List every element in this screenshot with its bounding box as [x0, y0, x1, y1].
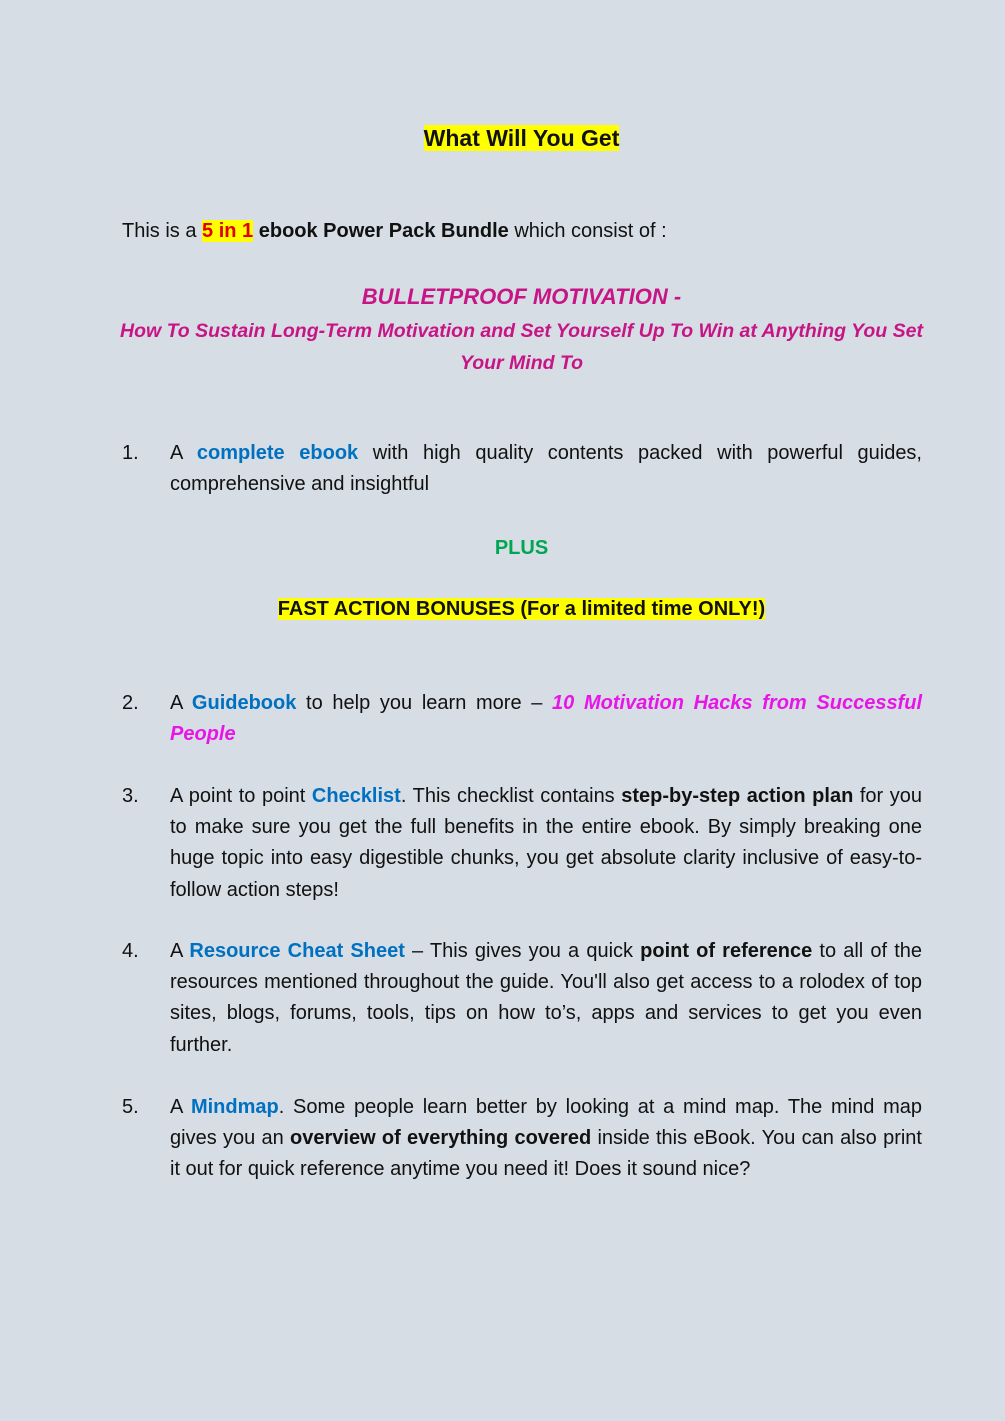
list-item-4	[122, 936, 922, 1061]
item-highlight: Guidebook	[191, 692, 297, 714]
plus-label: PLUS	[494, 537, 549, 559]
list-item-number: 1.	[122, 442, 139, 464]
list-item-text	[170, 438, 922, 500]
list-item-number: 3.	[122, 785, 139, 807]
item-lead: A point to point	[170, 785, 312, 807]
list-item-number: 4.	[122, 940, 139, 962]
item-rest: – This gives you a quick	[404, 940, 641, 962]
list-item-text	[170, 936, 922, 1061]
item-lead: A	[170, 1096, 191, 1118]
intro-prefix: This is a	[122, 220, 203, 242]
item-highlight: complete ebook	[196, 442, 359, 464]
item-lead: A	[170, 442, 197, 464]
item-rest2: for you to make sure you get the full benefits in the entire ebook. By simply breaking one huge topic into easy digestible chunks, you get absolute clarity inclusive of easy-to-follow action steps!	[170, 785, 923, 901]
item-lead: A	[170, 940, 190, 962]
item-rest: . Some people learn better by looking at a mind map. The mind map gives you an	[170, 1096, 922, 1150]
bundle-name: ebook Power Pack Bundle	[253, 220, 509, 242]
item-rest2: inside this eBook. You can also print it out for quick reference anytime you need it! Does it sound nice?	[170, 1127, 922, 1181]
bundle-count: 5 in 1	[202, 220, 254, 242]
item-bold: step-by-step action plan	[621, 785, 854, 807]
intro-suffix: which consist of :	[508, 220, 667, 242]
list-item-5	[122, 1092, 922, 1186]
page-title	[0, 122, 1005, 154]
intro-line	[122, 216, 667, 247]
item-highlight: Mindmap	[190, 1096, 279, 1118]
list-item-text	[170, 1092, 922, 1186]
list-item-number: 2.	[122, 692, 139, 714]
book-title: BULLETPROOF MOTIVATION -	[361, 284, 682, 309]
item-bold: point of reference	[640, 940, 813, 962]
item-rest: to help you learn more –	[296, 692, 553, 714]
item-highlight: Resource Cheat Sheet	[189, 940, 405, 962]
bonus-heading	[0, 594, 1005, 625]
bonus-heading-text: FAST ACTION BONUSES (For a limited time ONLY!)	[277, 598, 766, 620]
item-rest: with high quality contents packed with powerful guides, comprehensive and insightful	[170, 442, 922, 496]
list-item-2	[122, 688, 922, 750]
book-subtitle: How To Sustain Long-Term Motivation and Set Yourself Up To Win at Anything You Set Your Mind To	[120, 320, 923, 374]
item-lead: A	[170, 692, 192, 714]
list-item-1	[122, 438, 922, 500]
list-item-text	[170, 781, 922, 906]
item-rest: . This checklist contains	[400, 785, 622, 807]
page-title-text: What Will You Get	[423, 125, 620, 151]
item-accent: 10 Motivation Hacks from Successful People	[170, 692, 922, 746]
item-bold: overview of everything covered	[290, 1127, 592, 1150]
list-item-3	[122, 781, 922, 906]
item-rest2: to all of the resources mentioned throughout the guide. You'll also get access to a rolodex of top sites, blogs, forums, tools, tips on how to’s, apps and services to get you even further.	[170, 940, 922, 1056]
list-item-text	[170, 688, 922, 750]
item-highlight: Checklist	[311, 785, 401, 807]
list-item-number: 5.	[122, 1096, 139, 1118]
